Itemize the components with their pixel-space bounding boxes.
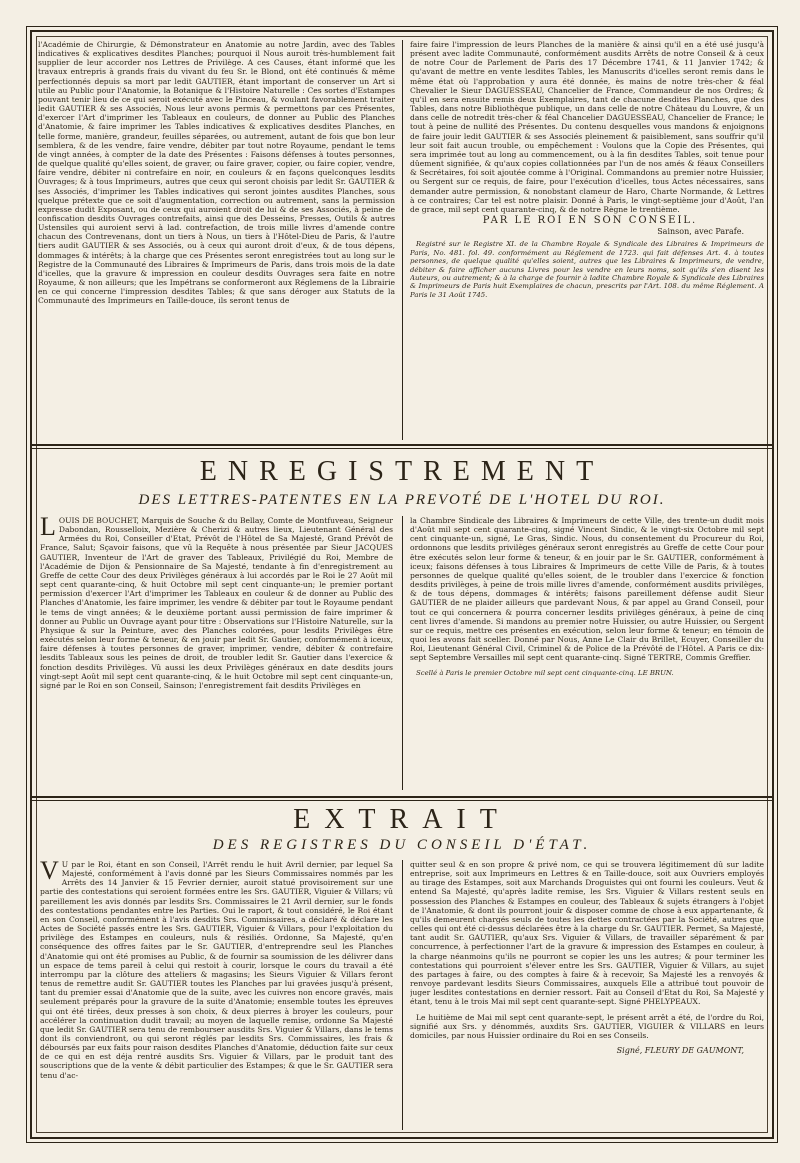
sainson-signature: Sainson, avec Parafe.: [657, 227, 744, 237]
gaumont-signature: Signé, FLEURY DE GAUMONT,: [616, 1045, 744, 1055]
enregistrement-subtitle: DES LETTRES-PATENTES EN LA PREVOTÉ DE L'HOTEL DU ROI.: [138, 492, 666, 508]
document-page: [30, 30, 774, 1139]
roi-heading: PAR LE ROI EN SON CONSEIL.: [482, 214, 698, 226]
enregistrement-title: ENREGISTREMENT: [199, 456, 605, 487]
column-divider: [402, 40, 403, 440]
dropcap-l: L: [40, 516, 56, 541]
dropcap-v: V: [40, 860, 59, 885]
section-rule-thin: [32, 448, 772, 449]
section-rule: [32, 444, 772, 446]
enregistrement-right-column: [410, 516, 764, 794]
extrait-subtitle: DES REGISTRES DU CONSEIL D'ÉTAT.: [212, 837, 592, 853]
section-rule: [32, 796, 772, 798]
enregistrement-text-right: la Chambre Sindicale des Libraires & Imprimeurs de cette Ville, des trente-un dudit mois d'Août mil sept cent quarante-cinq, signé Vincent Sindic, & le vingt-six Octobre mil sept cent cinquante-un, signé, Le Gras, Sindic. Nous, du consentement du Procureur du Roi, ordonnons que lesdits privilèges généraux seront enregistrés au Greffe de cette Cour pour être exécutés selon leur forme & teneur, & en jouir par le Sr. GAUTIER, conformément à iceux; faisons défenses à tous Libraires & Imprimeurs de cette Ville de Paris, & à toutes personnes de quelque qualité qu'elles soient, de le troubler dans l'exercice & fonction desdits privilèges, à peine de trois mille livres d'amende, conformément ausdits privilèges, & de tous dépens, dommages & intérêts; faisons pareillement défense audit Sieur GAUTIER de ne plaider ailleurs que pardevant Nous, & par appel au Grand Conseil, pour tout ce qui concernera & pourra concerner lesdits privilèges généraux, à peine de cinq cent livres d'amende. Si mandons au premier notre Huissier, ou autre Huissier, ou Sergent sur ce requis, mettre ces présentes en exécution, selon leur forme & teneur; en témoin de quoi les avons fait sceller. Donné par Nous, Anne Le Clair du Brillet, Ecuyer, Conseiller du Roi, Lieutenant Général Civil, Criminel & de Police de la Prévôté de l'Hôtel. A Paris ce dix-sept Septembre Versailles mil sept cent quarante-cinq. Signé TERTRE, Commis Greffier.: [410, 516, 764, 663]
extrait-title: EXTRAIT: [293, 804, 511, 835]
privilege-text-left: l'Académie de Chirurgie, & Démonstrateur en Anatomie au notre Jardin, avec des Tables indicatives & explicatives desdites Planches; pourquoi il Nous auroit très-humblement fait supplier de leur accorder nos Lettres de Privilège. A ces Causes, étant informé que les travaux entrepris à grands frais du vivant du feu Sr. le Blond, ont été continués & même perfectionnés depuis sa mort par ledit GAUTIER, étant important de conserver un Art si utile au Public pour l'Anatomie, la Botanique & l'Histoire Naturelle : Ces sortes d'Estampes pouvant tenir lieu de ce qui seroit exécuté avec le Pinceau, & voulant favorablement traiter ledit GAUTIER & ses Associés, Nous leur avons permis & permettons par ces Présentes, d'exercer l'Art d'imprimer les Tableaux en couleurs, de donner au Public des Planches d'Anatomie, & faire imprimer les Tables indicatives & explicatives desdites Planches, en telle forme, manière, grandeur, feuilles séparées, ou autrement, autant de fois que bon leur semblera, & de les vendre, faire vendre, débiter par tout notre Royaume, pendant le tems de vingt années, à compter de la date des Présentes : Faisons défenses à toutes personnes, de quelque qualité qu'elles soient, de graver, ou faire graver, copier, ou faire copier, vendre, faire vendre, débiter ni contrefaire en noir, en couleurs & en façons quelconques lesdits Ouvrages; & à tous Imprimeurs, autres que ceux qui seront choisis par ledit Sr. GAUTIER & ses Associés, d'imprimer les Tables indicatives qui seront jointes ausdites Planches, sous quelque prétexte que ce soit d'augmentation, correction ou autrement, sans la permission expresse dudit Exposant, ou de ceux qui auroient droit de lui & de ses Associés, à peine de confiscation desdits Ouvrages contrefaits, ainsi que des Desseins, Presses, Outils & autres Ustensiles qui auroient servi à lad. contrefaction, de trois mille livres d'amende contre chacun des Contrevenans, dont un tiers à Nous, un tiers à l'Hôtel-Dieu de Paris, & l'autre tiers audit GAUTIER & ses Associés, ou à ceux qui auront droit d'eux, & de tous dépens, dommages & intérêts; à la charge que ces Présentes seront enregistrées tout au long sur le Registre de la Communauté des Libraires & Imprimeurs de Paris, dans trois mois de la date d'icelles, que la gravure & impression en couleur desdits Ouvrages sera faite en notre Royaume, & non ailleurs; que les Impétrans se conformeront aux Réglemens de la Librairie en ce qui concerne l'impression desdites Tables; & que sans déroger aux Statuts de la Communauté des Imprimeurs en Taille-douce, ils seront tenus de: [38, 40, 395, 306]
column-divider: [402, 860, 403, 1130]
extrait-left-column: [40, 860, 393, 1132]
top-right-column: [410, 40, 764, 440]
extrait-text-right-2: Le huitième de Mai mil sept cent quarante-sept, le présent arrêt a été, de l'ordre du Roi, signifié aux Srs. y dénommés, auxdits Srs. GAUTIER, VIGUIER & VILLARS en leurs domiciles, par nous Huissier ordinaire du Roi en ses Conseils.: [410, 1012, 764, 1040]
scelle-note: Scellé à Paris le premier Octobre mil sept cent cinquante-cinq. LE BRUN.: [416, 668, 674, 677]
top-left-column: [38, 40, 395, 440]
column-divider: [402, 516, 403, 790]
enregistrement-text-left: OUIS DE BOUCHET, Marquis de Souche & du Bellay, Comte de Montfuveau, Seigneur Dabondan, Rousselloix, Mezière & Cherizi & autres lieux, Lieutenant Général des Armées du Roi, Conseiller d'Etat, Prévôt de l'Hôtel de Sa Majesté, Grand Prévôt de France, Salut; Sçavoir faisons, que vû la Requête à nous présentée par Sieur JACQUES GAUTIER, Inventeur de l'Art de graver des Tableaux, Privilégié du Roi, Membre de l'Académie de Dijon & Pensionnaire de Sa Majesté, tendante à fin d'enregistrement au Greffe de cette Cour des deux Privilèges généraux à lui accordés par le Roi le 27 Août mil sept cent quarante-cinq, & huit Octobre mil sept cent cinquante-un; le premier portant permission d'exercer l'Art d'imprimer les Tableaux en couleur & de donner au Public des Planches d'Anatomie, les faire imprimer, les vendre & débiter par tout le Royaume pendant le tems de vingt années; & le deuxième portant aussi permission de faire imprimer & donner au Public un Ouvrage ayant pour titre : Observations sur l'Histoire Naturelle, sur la Physique & sur la Peinture, avec des Planches colorées, pour lesdits Privilèges être exécutés selon leur forme & teneur, & en jouir par ledit Sr. Gautier, conformément à iceux, faire défenses à toutes personnes de graver, imprimer, vendre, débiter & contrefaire lesdits Tableaux sous les peines de droit, de troubler ledit Sr. Gautier dans l'exercice & fonction desdits Privilèges. Vû aussi les deux Privilèges généraux en date desdits jours vingt-sept Août mil sept cent quarante-cinq, & le huit Octobre mil sept cent cinquante-un, signé par le Roi en son Conseil, Sainson; l'enregistrement fait desdits Privilèges en: [40, 516, 393, 690]
extrait-text-right: quitter seul & en son propre & privé nom, ce qui se trouvera légitimement dû sur ladite entreprise, soit aux Imprimeurs en Lettres & en Taille-douce, soit aux Ouvriers employés au tirage des Estampes, soit aux Marchands Droguistes qui ont fourni les couleurs. Veut & entend Sa Majesté, qu'après ladite remise, les Srs. Viguier & Villars restent seuls en possession des Planches & Estampes en couleur, des Tableaux & sujets étrangers à l'objet de l'Anatomie, & dont ils pourront jouir & disposer comme de chose à eux appartenante, & qu'ils demeurent chargés seuls de toutes les dettes contractées par la Société, autres que celles qui ont été ci-dessus déclarées être à la charge du Sr. GAUTIER. Permet, Sa Majesté, tant audit Sr. GAUTIER, qu'aux Srs. Viguier & Villars, de travailler séparément & par concurrence, à perfectionner l'art de la gravure & impression des Estampes en couleur, à la charge néanmoins qu'ils ne pourront se copier les uns les autres; & pour terminer les contestations qui pourroient s'élever entre les Srs. GAUTIER, Viguier & Villars, au sujet des partages à faire, ou des comptes à faire & à recevoir, Sa Majesté les a renvoyés & renvoye pardevant lesdits Sieurs Commissaires, auxquels Elle a attribué tout pouvoir de juger lesdites contestations en dernier ressort. Fait au Conseil d'Etat du Roi, Sa Majesté y étant, tenu à le trois Mai mil sept cent quarante-sept. Signé PHELYPEAUX.: [410, 860, 764, 1007]
extrait-text-left: U par le Roi, étant en son Conseil, l'Arrêt rendu le huit Avril dernier, par lequel Sa Majesté, conformément à l'avis donné par les Sieurs Commissaires nommés par les Arrêts des 14 Janvier & 15 Fevrier dernier, auroit statué provisoirement sur une partie des contestations qui seroient formées entre les Srs. GAUTIER, Viguier & Villars; vû pareillement les avis donnés par lesdits Srs. Commissaires le 21 Avril dernier, sur le fonds des contestations pendantes entre les Parties. Oui le raport, & tout considéré, le Roi étant en son Conseil, conformément à l'avis desdits Srs. Commissaires, a déclaré & déclare les Actes de Société passés entre les Srs. GAUTIER, Viguier & Villars, pour l'exploitation du privilège des Estampes en couleurs, nuls & résiliés. Ordonne, Sa Majesté, qu'en conséquence des offres faites par le Sr. GAUTIER, d'entreprendre seul les Planches d'Anatomie qui ont été promises au Public, & de fournir sa soumission de les délivrer dans un espace de tems pareil à celui qui restoit à courir, lorsque le cours du travail a été interrompu par la clôture des atteliers & magasins; les Sieurs Viguier & Villars feront tenus de remettre audit Sr. GAUTIER toutes les Planches par lui gravées jusqu'à présent, tant du premier essai d'Anatomie que de la suite, avec les cuivres non encore gravés, mais seulement préparés pour la gravure de la suite d'Anatomie; ensemble toutes les épreuves qui ont été tirées, deux presses à son choix, & deux pierres à broyer les couleurs, pour accélérer la continuation dudit travail; au moyen de laquelle remise, ordonne Sa Majesté que ledit Sr. GAUTIER sera tenu de rembourser ausdits Srs. Viguier & Villars, dans le tems dont ils conviendront, ou qui seront réglés par lesdits Srs. Commissaires, les frais & déboursés par eux faits pour raison desdites Planches d'Anatomie, déduction faite sur ceux de ce qui en est déja rentré ausdits Srs. Viguier & Villars, par le produit tant des souscriptions que de la vente & débit particulier des Estampes; & que le Sr. GAUTIER sera tenu d'ac-: [40, 860, 393, 1080]
privilege-text-right: faire faire l'impression de leurs Planches de la manière & ainsi qu'il en a été usé jusqu'à présent avec ladite Communauté, conformément ausdits Arrêts de notre Conseil & à ceux de notre Cour de Parlement de Paris des 17 Décembre 1741, & 11 Janvier 1742; & qu'avant de mettre en vente lesdites Tables, les Manuscrits d'icelles seront remis dans le même état où l'approbation y aura été donnée, ès mains de notre très-cher & féal Chevalier le Sieur DAGUESSEAU, Chancelier de France, Commandeur de nos Ordres; & qu'il en sera ensuite remis deux Exemplaires, tant de chacune desdites Planches, que des Tables, dans notre Bibliothèque publique, un dans celle de notre Château du Louvre, & un dans celle de notredit très-cher & féal Chancelier DAGUESSEAU, Chancelier de France; le tout à peine de nullité des Présentes. Du contenu desquelles vous mandons & enjoignons de faire jouir ledit GAUTIER & ses Associés pleinement & paisiblement, sans souffrir qu'il leur soit fait aucun trouble, ou empêchement : Voulons que la Copie des Présentes, qui sera imprimée tout au long au commencement, ou à la fin desdites Tables, soit tenue pour dûement signifiée, & qu'aux copies collationnées par l'un de nos amés & féaux Conseillers & Secrétaires, foi soit ajoutée comme à l'Original. Commandons au premier notre Huissier, ou Sergent sur ce requis, de faire, pour l'exécution d'icelles, tous Actes nécessaires, sans demander autre permission, & nonobstant clameur de Haro, Charte Normande, & Lettres à ce contraires; Car tel est notre plaisir. Donné à Paris, le vingt-septième jour d'Août, l'an de grace, mil sept cent quarante-cinq, & de notre Règne le trentième.: [410, 40, 764, 214]
enregistrement-left-column: [40, 516, 393, 794]
section-rule-thin: [32, 800, 772, 801]
extrait-right-column: [410, 860, 764, 1132]
registre-note: Registré sur le Registre XI. de la Chambre Royale & Syndicale des Libraires & Imprimeurs de Paris, No. 481. fol. 49. conformément au Réglement de 1723. qui fait défenses Art. 4. à toutes personnes, de quelque qualité qu'elles soient, autres que les Libraires & Imprimeurs, de vendre, débiter & faire afficher aucuns Livres pour les vendre en leurs noms, soit qu'ils s'en disent les Auteurs, ou autrement; & à la charge de fournir à ladite Chambre Royale & Syndicale des Libraires & Imprimeurs de Paris huit Exemplaires de chacun, prescrits par l'Art. 108. du même Réglement. A Paris le 31 Août 1745.: [410, 240, 764, 299]
